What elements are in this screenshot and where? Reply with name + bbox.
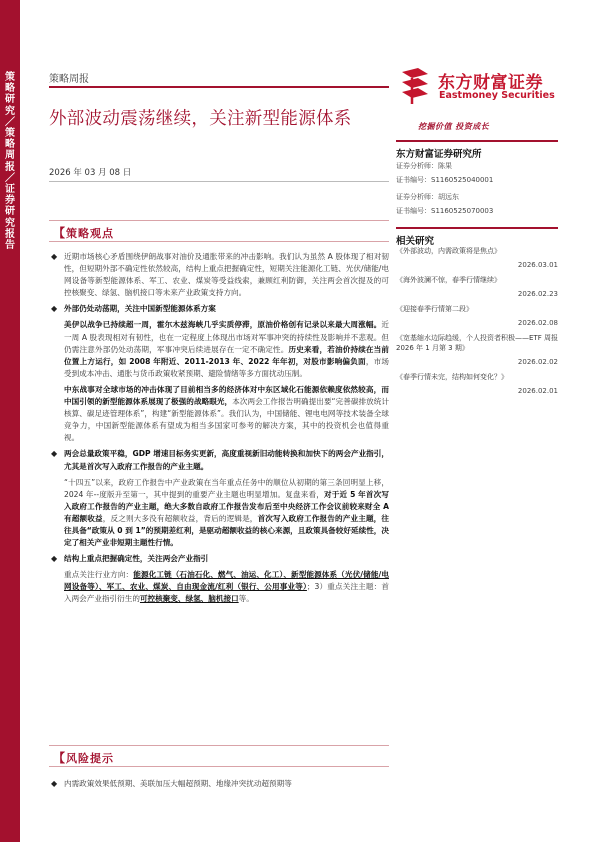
report-title: 外部波动震荡继续，关注新型能源体系 (49, 109, 352, 129)
right-column (396, 140, 558, 401)
bullet-icon: ◆ (51, 554, 58, 564)
risk-title: 风险提示 (66, 752, 114, 765)
bullet-icon: ◆ (51, 779, 58, 788)
logo-mark-icon (398, 66, 432, 106)
related-title: 《宽基缩水边际趋缓，个人投资者积极——ETF 周报 2026 年 1 月第 3 期》 (396, 334, 558, 352)
related-heading: 相关研究 (396, 227, 558, 246)
viewpoint-body (49, 251, 389, 610)
paragraph: “十四五”以来，政府工作报告中产业政策在当年重点任务中的顺位从初期的第三条回明显上移，2024 年--度版升至第一，其中提到的重要产业主题也明显增加。复盘来看，对于近 5 年首次写入政府工作报告的产业主题，绝大多数自政府工作报告发布后至中央经济工作会议前较来财全 A 有超额收益，反之则大多没有超额收益，背后的逻辑是，首次写入政府工作报告的产业主题，往往具备“政策从 0 到 1”的预期差红利，是驱动超额收益的核心来源，且政策具备较好延续性，决定了相关产业非短期主题性行情。 (64, 477, 390, 548)
related-item[interactable] (396, 304, 558, 328)
logo-cn: 东方财富证券 (438, 73, 543, 93)
paragraph: ◆ 结构上重点把握确定性，关注两会产业指引 (49, 553, 389, 565)
sidebar-label: 策略研究／策略周报／证券研究报告 (5, 72, 15, 252)
viewpoint-header: 【 策略观点 (49, 220, 389, 242)
paragraph: 重点关注行业方向：能源化工链（石油石化、燃气、油运、化工）、新型能源体系（光伏/储能/电网设备等）、军工、农业、煤炭、自由现金流/红利（银行、公用事业等）；3）重点关注主题：首入两会产业指引衍生的可控核聚变、绿氢、脑机接口等。 (64, 570, 389, 604)
related-title: 《迎接春季行情第二段》 (396, 305, 473, 313)
cert-2: 证书编号：S1160525070003 (396, 206, 494, 215)
logo-en: Eastmoney Securities (439, 90, 555, 101)
slogan: 挖掘价值 投资成长 (418, 122, 490, 131)
analyst-2: 证券分析师：胡远东 (396, 193, 459, 201)
related-date: 2026.02.01 (517, 387, 558, 395)
paragraph: ◆ 外部仍处动荡期，关注中国新型能源体系方案 (49, 303, 389, 315)
related-date: 2026.02.02 (517, 358, 558, 366)
related-item[interactable] (396, 333, 558, 367)
related-title: 《海外波澜不惊，春季行情继续》 (396, 276, 501, 284)
doc-type: 策略周报 (49, 74, 89, 85)
related-title: 《外部波动，内需政策将是焦点》 (396, 247, 501, 255)
related-item[interactable] (396, 275, 558, 299)
bullet-icon: ◆ (51, 304, 58, 314)
bullet-icon: ◆ (51, 449, 58, 459)
related-date: 2026.02.23 (517, 290, 558, 298)
paragraph: ◆ 内需政策效果低预期、美联加压大幅超预期、地缘冲突扰动超预期等 (49, 778, 389, 790)
company-logo (398, 66, 558, 110)
cert-1: 证书编号：S1160525040001 (396, 175, 494, 184)
report-date: 2026 年 03 月 08 日 (49, 168, 132, 178)
date-rule (49, 181, 389, 182)
related-item[interactable] (396, 372, 558, 396)
risk-body (49, 778, 389, 794)
related-date: 2026.02.08 (517, 319, 558, 327)
paragraph: ◆ 两会总量政策平稳，GDP 增速目标务实更新，高度重视新旧动能转换和加快下的两会产业指引，尤其是首次写入政府工作报告的产业主题。 (51, 449, 389, 471)
analyst-1: 证券分析师：陈果 (396, 162, 452, 170)
institute-heading: 东方财富证券研究所 (396, 140, 558, 160)
paragraph: ◆ 近期市场核心矛盾围绕伊朗战事对油价及通胀带来的冲击影响。我们认为虽然 A 股体现了相对韧性，但短期外部不确定性依然较高，结构上重点把握确定性，短期关注能源化工链、光伏/储能/电网设备等新型能源体系、军工、农业、煤炭等受益线索，兼顾红利防御，关注两会首次提及的可控核聚变、绿氢、脑机接口等未来产业政策支持方向。 (51, 252, 389, 298)
paragraph: 美伊以战争已持续超一周，霍尔木兹海峡几乎实质停滞，原油价格创有记录以来最大周涨幅。近一周 A 股表现相对有韧性，也在一定程度上体现出市场对军事冲突的持续性及影响并不悲观。但仍需注意外部仍处动荡期，军事冲突后续进展存在一定不确定性。历史来看，若油价持续在当前位置上方运行，如 2008 年附近、2011-2013 年、2022 年年初，对股市影响偏负面，市场受到成本冲击、通胀与货币政策收紧预期、避险情绪等多方面扰动压制。 (64, 320, 390, 378)
header-rule (49, 86, 389, 88)
bullet-icon: ◆ (51, 252, 58, 261)
related-item[interactable] (396, 246, 558, 270)
paragraph: 中东战事对全球市场的冲击体现了目前相当多的经济体对中东区域化石能源依赖度依然较高，而中国引领的新型能源体系展现了极强的战略眼光，本次两会工作报告明确提出要“完善碳排放统计核算、碳足迹管理体系”，构建“新型能源体系”。我们认为，中国储能、锂电电网等技术装备全球竞争力，中国新型能源体系有望成为相当多国家可参考的解决方案，其中的投资机会也值得重视。 (64, 384, 390, 443)
related-date: 2026.03.01 (517, 261, 558, 269)
viewpoint-title: 策略观点 (66, 227, 114, 240)
related-title: 《春季行情未完，结构如何变化？》 (396, 373, 508, 381)
risk-header: 【 风险提示 (49, 745, 389, 767)
